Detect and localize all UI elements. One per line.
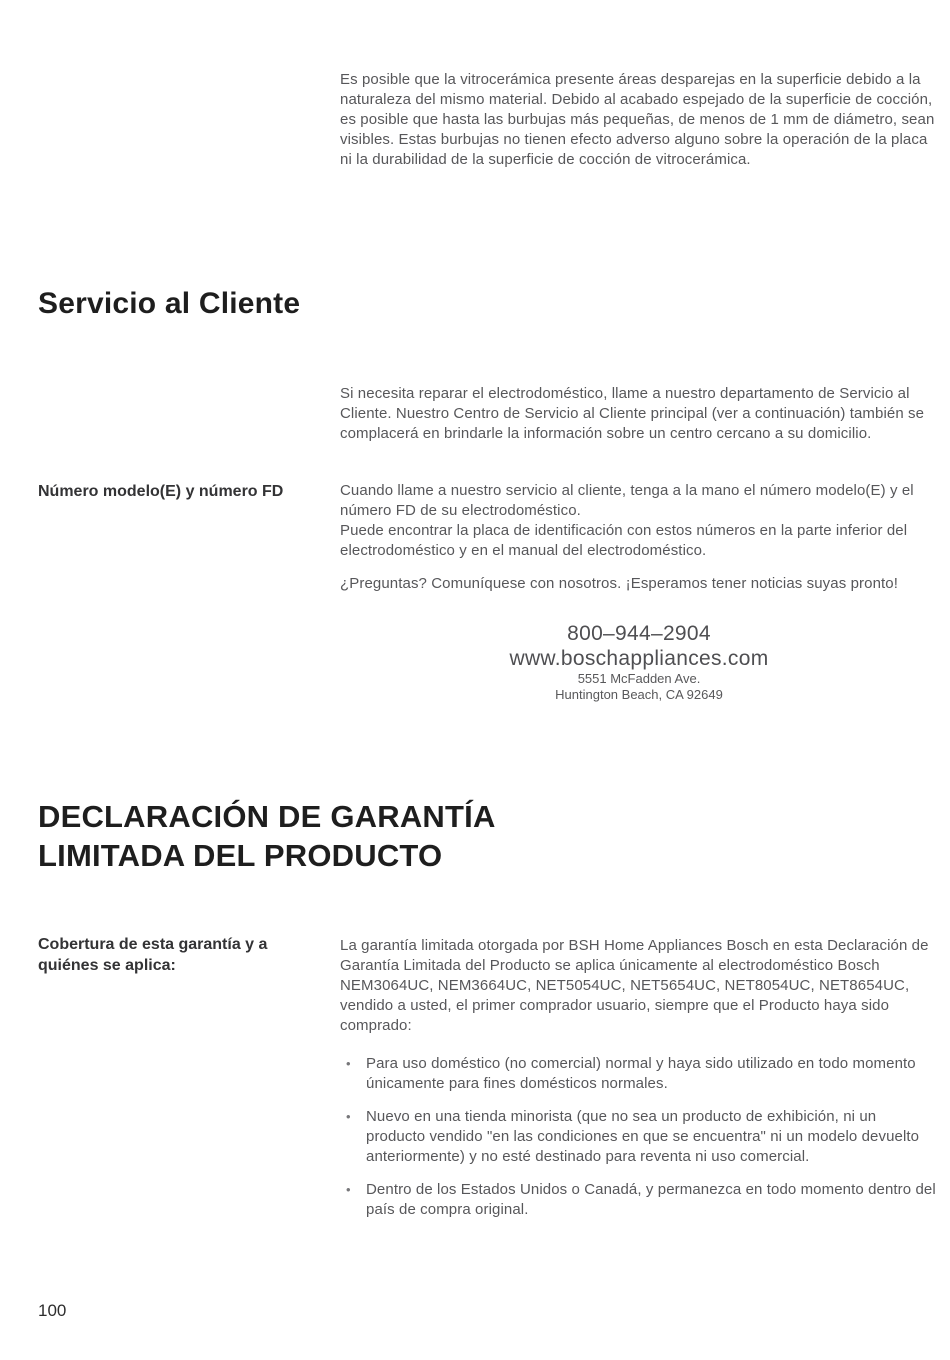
- questions-paragraph: ¿Preguntas? Comuníquese con nosotros. ¡Esperamos tener noticias suyas pronto!: [340, 575, 898, 592]
- warranty-conditions-list: [346, 1054, 938, 1233]
- vitroceramic-intro-paragraph: Es posible que la vitrocerámica presente áreas desparejas en la superficie debido a la naturaleza del mismo material. Debido al acabado espejado de la superficie de cocción, es posible que hasta las burbujas más pequeñas, de menos de 1 mm de diámetro, sean visibles. Estas burbujas no tienen efecto adverso alguno sobre la operación de la placa ni la durabilidad de la superficie de cocción de vitrocerámica.: [340, 71, 935, 168]
- bullet-icon: •: [346, 1109, 351, 1124]
- coverage-label: [38, 934, 330, 976]
- contact-address-city: Huntington Beach, CA 92649: [555, 687, 723, 702]
- list-item-text: Dentro de los Estados Unidos o Canadá, y permanezca en todo momento dentro del país de compra original.: [366, 1181, 936, 1218]
- warranty-heading: [38, 797, 496, 875]
- warranty-heading-line1: DECLARACIÓN DE GARANTÍA: [38, 799, 496, 834]
- page-number: 100: [38, 1301, 67, 1320]
- list-item-text: Nuevo en una tienda minorista (que no sea un producto de exhibición, ni un producto vendido "en las condiciones en que se encuentra" ni un modelo devuelto anteriormente) y no esté destinado para reventa ni uso comercial.: [366, 1108, 920, 1165]
- contact-phone-number: 800–944–2904: [567, 622, 711, 645]
- customer-service-paragraph: Si necesita reparar el electrodoméstico, llame a nuestro departamento de Servicio al Cliente. Nuestro Centro de Servicio al Cliente principal (ver a continuación) también se complacerá en brindarle la información sobre un centro cercano a su domicilio.: [340, 385, 925, 442]
- model-number-paragraph-part1: Cuando llame a nuestro servicio al cliente, tenga a la mano el número modelo(E) y el número FD de su electrodoméstico.: [340, 482, 914, 519]
- coverage-label-line2: quiénes se aplica:: [38, 957, 176, 974]
- coverage-label-line1: Cobertura de esta garantía y a: [38, 936, 268, 953]
- contact-website: www.boschappliances.com: [509, 647, 769, 670]
- coverage-paragraph: La garantía limitada otorgada por BSH Home Appliances Bosch en esta Declaración de Garantía Limitada del Producto se aplica únicamente al electrodoméstico Bosch NEM3064UC, NEM3664UC, NET5054UC, NET5654UC, NET8054UC, NET8654UC, vendido a usted, el primer comprador usuario, siempre que el Producto haya sido comprado:: [340, 937, 929, 1034]
- contact-address-street: 5551 McFadden Ave.: [577, 671, 701, 686]
- list-item: [346, 1107, 938, 1167]
- bullet-icon: •: [346, 1182, 351, 1197]
- model-number-label: Número modelo(E) y número FD: [38, 483, 284, 500]
- list-item-text: Para uso doméstico (no comercial) normal y haya sido utilizado en todo momento únicamente para fines domésticos normales.: [366, 1055, 916, 1092]
- list-item: [346, 1054, 938, 1094]
- contact-info-block: [340, 621, 938, 703]
- model-number-paragraph-part2: Puede encontrar la placa de identificación con estos números en la parte inferior del electrodoméstico y en el manual del electrodoméstico.: [340, 522, 908, 559]
- warranty-heading-line2: LIMITADA DEL PRODUCTO: [38, 838, 443, 873]
- customer-service-heading: Servicio al Cliente: [38, 287, 301, 320]
- list-item: [346, 1180, 938, 1220]
- bullet-icon: •: [346, 1056, 351, 1071]
- model-number-paragraph: [340, 481, 946, 561]
